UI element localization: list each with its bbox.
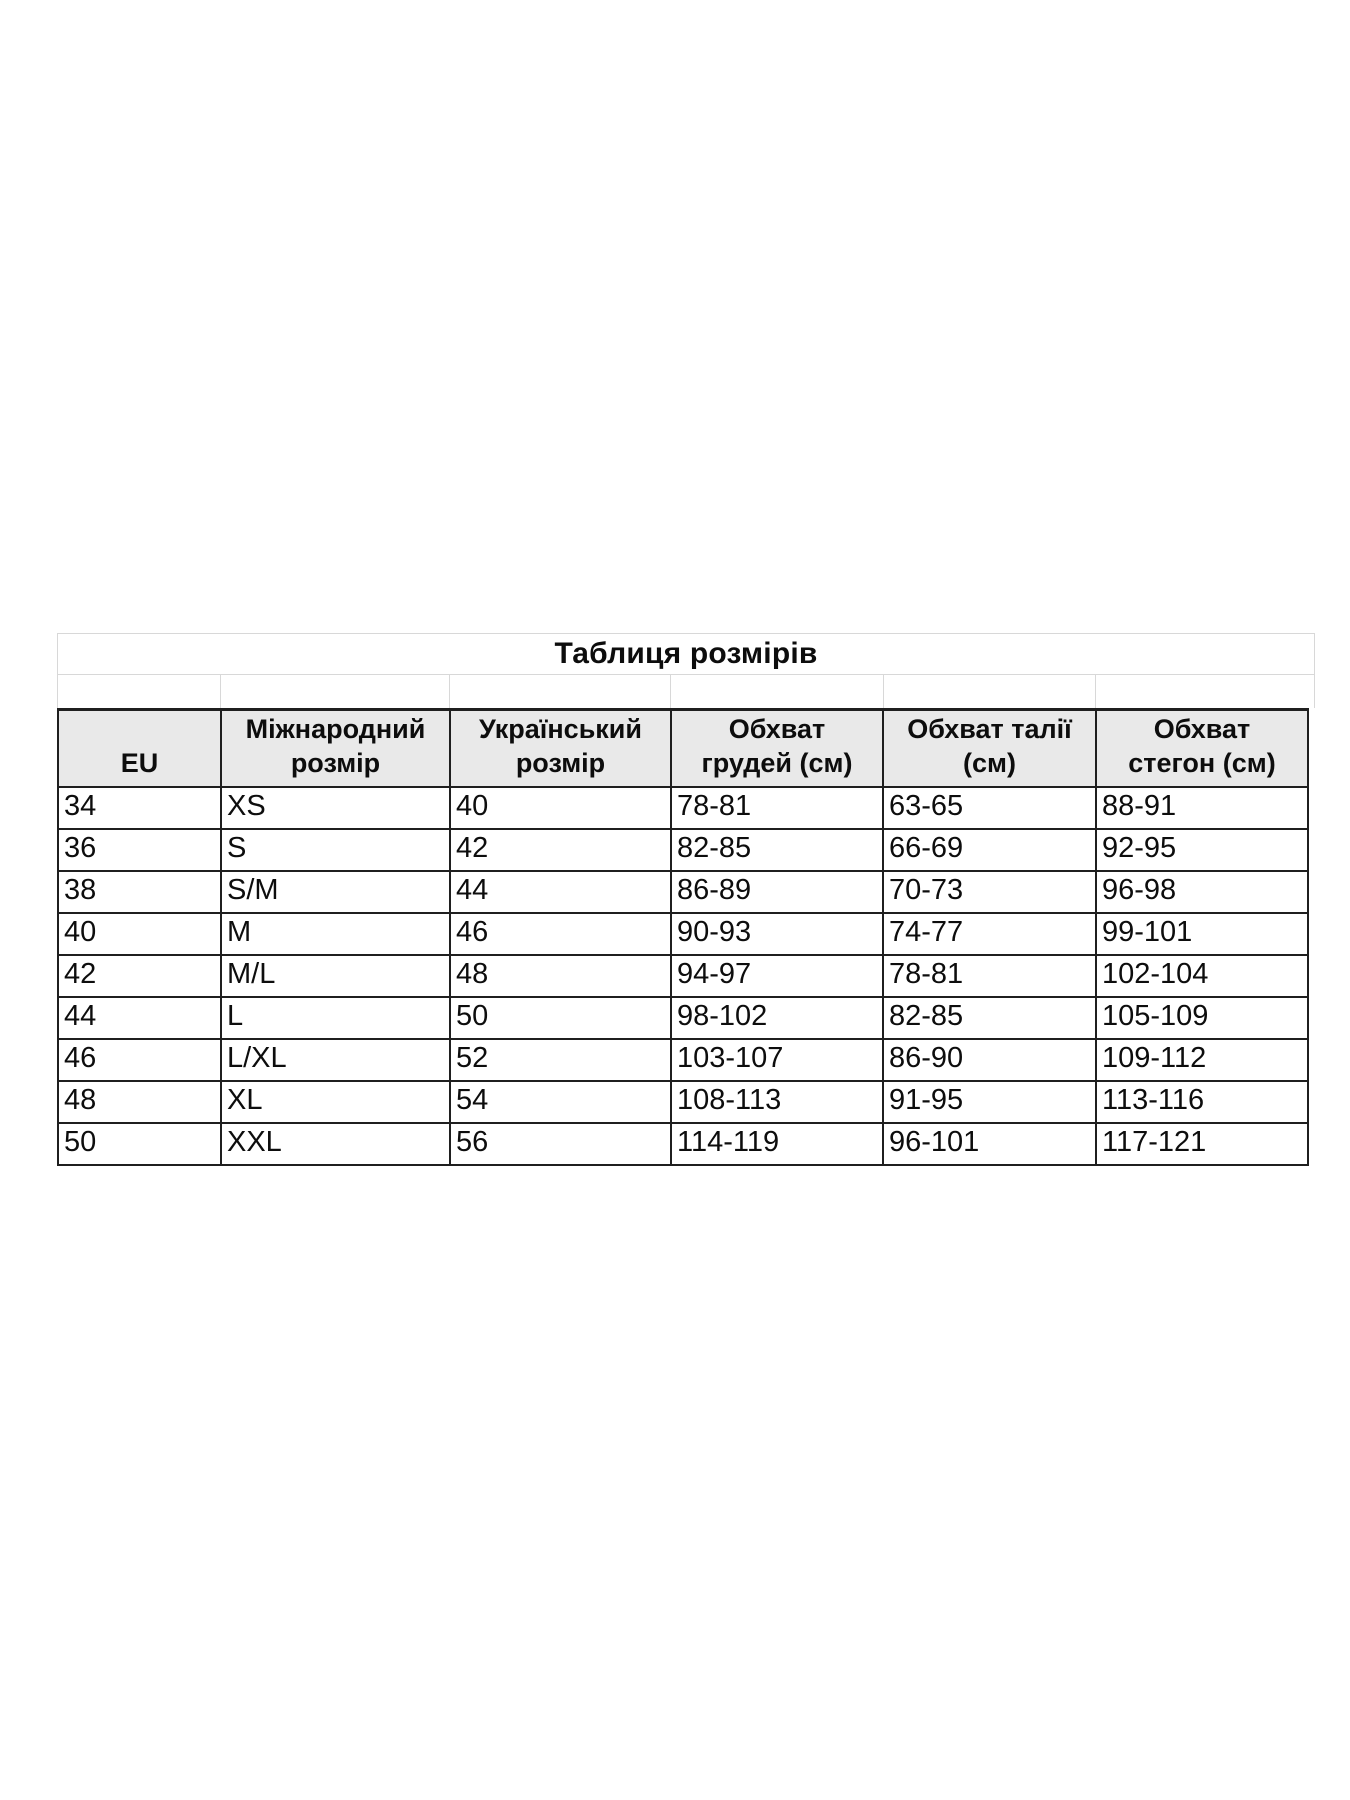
column-header-chest	[671, 710, 883, 787]
column-header-waist	[883, 710, 1096, 787]
table-cell: 63-65	[883, 787, 1096, 829]
table-cell: 86-89	[671, 871, 883, 913]
table-cell: 108-113	[671, 1081, 883, 1123]
table-cell: 109-112	[1096, 1039, 1308, 1081]
page-title: Таблиця розмірів	[554, 637, 818, 670]
table-row	[58, 871, 1308, 913]
header-line: EU	[120, 747, 159, 778]
table-cell: 78-81	[671, 787, 883, 829]
table-cell: M/L	[221, 955, 450, 997]
table-cell: 78-81	[883, 955, 1096, 997]
table-cell: 99-101	[1096, 913, 1308, 955]
header-line: розмір	[515, 747, 606, 778]
header-row	[58, 710, 1308, 787]
table-cell: 91-95	[883, 1081, 1096, 1123]
grid-divider	[1095, 675, 1096, 708]
table-cell: 34	[58, 787, 221, 829]
table-cell: 103-107	[671, 1039, 883, 1081]
header-line: Міжнародний	[245, 713, 426, 744]
table-cell: 44	[450, 871, 671, 913]
column-header-ukrainian-size	[450, 710, 671, 787]
grid-divider	[883, 675, 884, 708]
table-cell: 105-109	[1096, 997, 1308, 1039]
header-line: Обхват	[1153, 713, 1251, 744]
table-row	[58, 829, 1308, 871]
title-row	[57, 633, 1315, 675]
column-header-hips	[1096, 710, 1308, 787]
table-cell: 96-101	[883, 1123, 1096, 1165]
table-cell: 54	[450, 1081, 671, 1123]
table-cell: 70-73	[883, 871, 1096, 913]
table-cell: 74-77	[883, 913, 1096, 955]
table-cell: 46	[58, 1039, 221, 1081]
table-cell: 48	[450, 955, 671, 997]
table-cell: 50	[58, 1123, 221, 1165]
table-row	[58, 997, 1308, 1039]
table-cell: S	[221, 829, 450, 871]
table-cell: XS	[221, 787, 450, 829]
column-header-international-size	[221, 710, 450, 787]
table-cell: 42	[58, 955, 221, 997]
header-line: грудей (см)	[701, 747, 853, 778]
table-cell: 42	[450, 829, 671, 871]
grid-divider	[670, 675, 671, 708]
header-line: стегон (см)	[1128, 747, 1276, 778]
table-cell: 88-91	[1096, 787, 1308, 829]
table-cell: 46	[450, 913, 671, 955]
table-cell: M	[221, 913, 450, 955]
table-cell: 52	[450, 1039, 671, 1081]
table-cell: 36	[58, 829, 221, 871]
header-line: Обхват талії	[907, 713, 1072, 744]
grid-divider	[220, 675, 221, 708]
header-line: Обхват	[728, 713, 826, 744]
header-line: Український	[478, 713, 642, 744]
table-cell: 40	[450, 787, 671, 829]
table-cell: 56	[450, 1123, 671, 1165]
table-cell: 66-69	[883, 829, 1096, 871]
table-row	[58, 913, 1308, 955]
column-header-eu	[58, 710, 221, 787]
table-cell: 114-119	[671, 1123, 883, 1165]
header-line: розмір	[290, 747, 381, 778]
table-cell: L/XL	[221, 1039, 450, 1081]
table-cell: XXL	[221, 1123, 450, 1165]
table-cell: 38	[58, 871, 221, 913]
table-cell: 90-93	[671, 913, 883, 955]
table-cell: S/M	[221, 871, 450, 913]
table-cell: 98-102	[671, 997, 883, 1039]
table-cell: 92-95	[1096, 829, 1308, 871]
table-row	[58, 1039, 1308, 1081]
spacer-row	[57, 675, 1315, 708]
table-cell: 86-90	[883, 1039, 1096, 1081]
table-cell: 82-85	[671, 829, 883, 871]
size-table	[57, 708, 1309, 1166]
table-cell: 96-98	[1096, 871, 1308, 913]
grid-divider	[449, 675, 450, 708]
table-row	[58, 955, 1308, 997]
table-cell: XL	[221, 1081, 450, 1123]
table-cell: L	[221, 997, 450, 1039]
table-row	[58, 1081, 1308, 1123]
table-row	[58, 1123, 1308, 1165]
table-cell: 117-121	[1096, 1123, 1308, 1165]
table-row	[58, 787, 1308, 829]
table-cell: 50	[450, 997, 671, 1039]
size-chart	[57, 633, 1315, 1166]
table-cell: 102-104	[1096, 955, 1308, 997]
table-cell: 48	[58, 1081, 221, 1123]
table-cell: 94-97	[671, 955, 883, 997]
header-line: (см)	[963, 747, 1016, 778]
table-cell: 82-85	[883, 997, 1096, 1039]
table-cell: 113-116	[1096, 1081, 1308, 1123]
table-cell: 40	[58, 913, 221, 955]
table-cell: 44	[58, 997, 221, 1039]
